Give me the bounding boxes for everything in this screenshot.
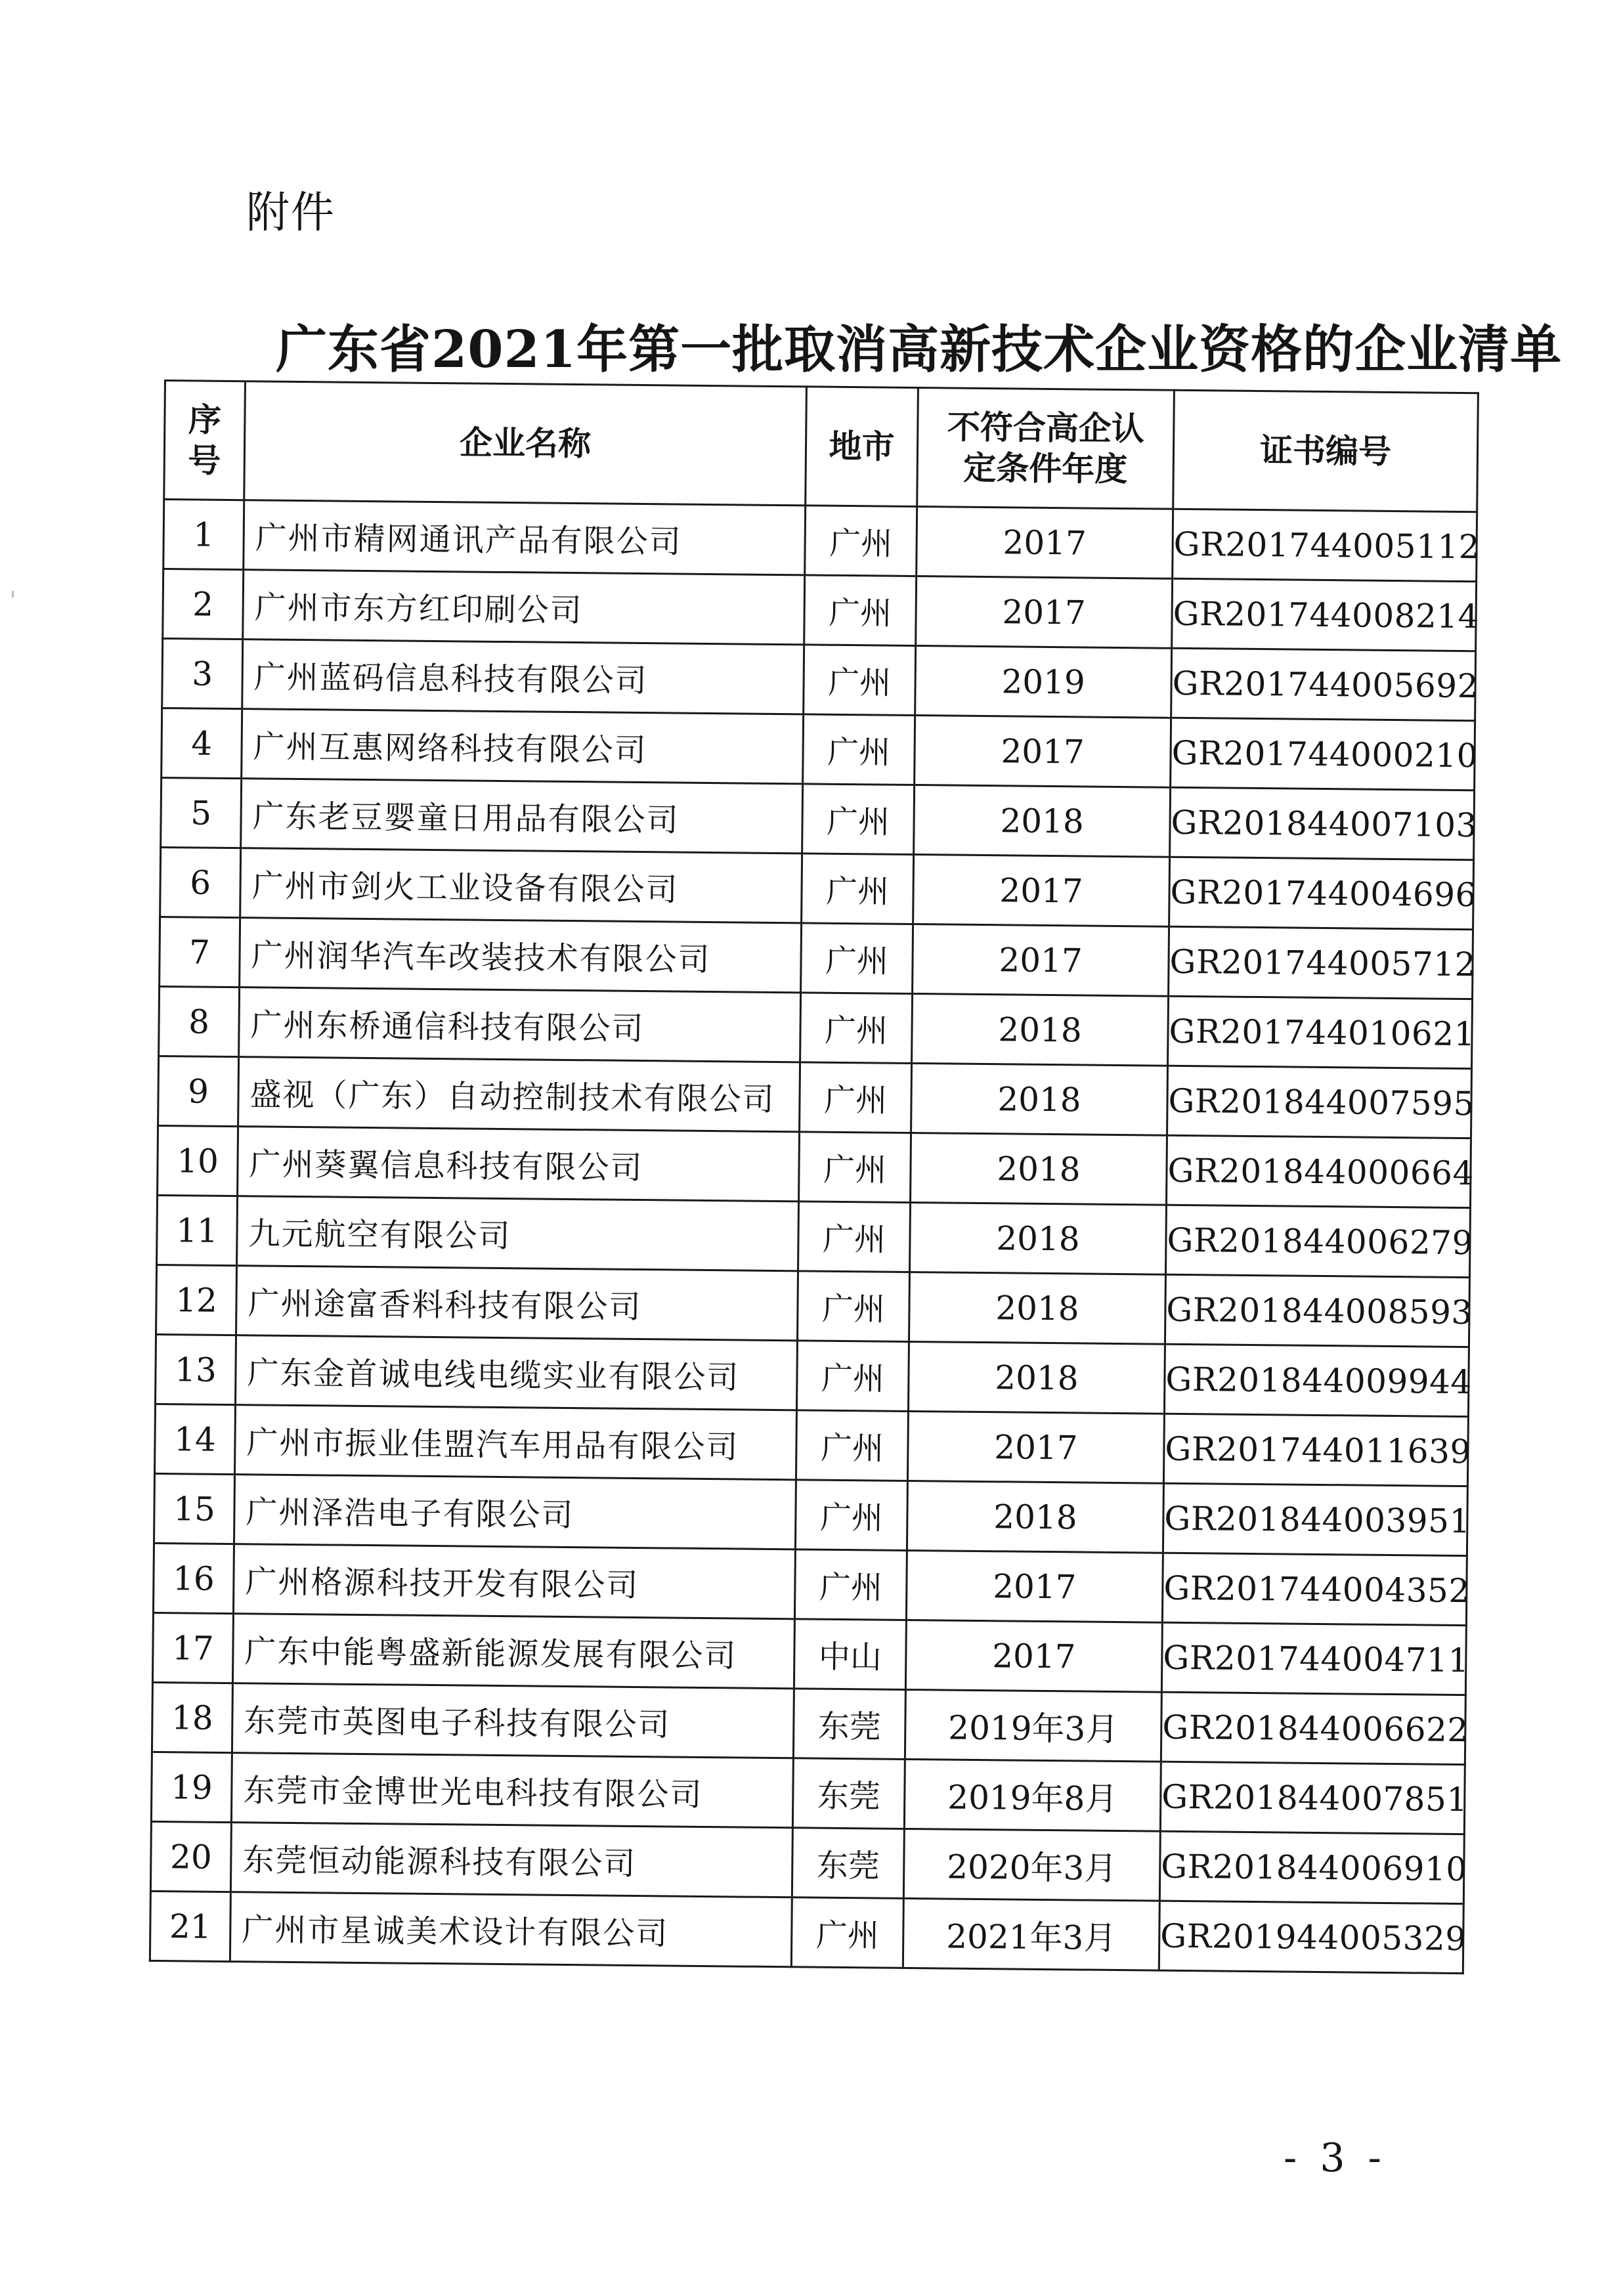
cell-index: 21 — [150, 1891, 230, 1961]
cell-certificate-number: GR201844009944 — [1164, 1344, 1469, 1416]
scan-artifact — [12, 591, 14, 597]
cell-year: 2019年8月 — [904, 1759, 1161, 1831]
table-row — [162, 638, 1476, 720]
table-row — [163, 569, 1477, 651]
cell-company-name: 东莞市金博世光电科技有限公司 — [231, 1753, 793, 1828]
cell-year: 2018 — [907, 1481, 1163, 1553]
cell-certificate-number: GR201844006910 — [1159, 1831, 1464, 1903]
table-row — [151, 1752, 1465, 1834]
cell-city: 广州 — [800, 1062, 912, 1133]
cell-company-name: 东莞市英图电子科技有限公司 — [232, 1683, 794, 1758]
cell-index: 10 — [158, 1125, 238, 1196]
cell-certificate-number: GR201744005712 — [1169, 926, 1473, 999]
table-row — [160, 917, 1473, 999]
cell-company-name: 广州泽浩电子有限公司 — [234, 1475, 796, 1549]
cell-city: 广州 — [805, 506, 917, 576]
cell-year: 2017 — [913, 854, 1170, 926]
cell-company-name: 广东中能粤盛新能源发展有限公司 — [232, 1614, 794, 1689]
cell-index: 15 — [154, 1473, 234, 1544]
cell-year: 2017 — [915, 716, 1171, 788]
cell-index: 4 — [162, 708, 242, 778]
cell-year: 2019 — [915, 646, 1172, 718]
cell-company-name: 广州途富香料科技有限公司 — [236, 1266, 798, 1341]
cell-city: 广州 — [797, 1271, 909, 1342]
cell-year: 2018 — [910, 1202, 1167, 1274]
cell-index: 17 — [152, 1613, 233, 1683]
table-row — [154, 1473, 1467, 1555]
cell-company-name: 广东金首诚电线电缆实业有限公司 — [236, 1335, 798, 1410]
cell-city: 广州 — [795, 1480, 907, 1551]
cell-index: 7 — [160, 917, 240, 987]
cell-city: 东莞 — [792, 1828, 904, 1899]
cell-year: 2018 — [912, 993, 1169, 1066]
cell-index: 1 — [163, 500, 244, 570]
cell-year: 2018 — [911, 1133, 1167, 1205]
cell-year: 2020年3月 — [903, 1829, 1160, 1901]
cell-certificate-number: GR201844007103 — [1170, 787, 1475, 859]
table-row — [158, 1125, 1471, 1207]
cell-company-name: 广州润华汽车改装技术有限公司 — [240, 918, 802, 993]
cell-company-name: 广州葵翼信息科技有限公司 — [238, 1127, 800, 1202]
table-body — [150, 500, 1481, 1974]
table-row — [162, 708, 1475, 790]
cell-certificate-number: GR201844007851 — [1160, 1762, 1465, 1834]
table-row — [150, 1891, 1463, 1973]
cell-company-name: 广东老豆婴童日用品有限公司 — [241, 779, 803, 854]
cell-city: 广州 — [798, 1202, 911, 1272]
document-title: 广东省2021年第一批取消高新技术企业资格的企业清单 — [276, 320, 1563, 379]
table-row — [152, 1613, 1466, 1695]
cell-certificate-number: GR201744005692 — [1171, 648, 1476, 720]
cell-city: 广州 — [804, 575, 917, 646]
cell-city: 广州 — [794, 1549, 907, 1620]
cell-year: 2017 — [916, 576, 1173, 649]
cell-certificate-number: GR201844008593 — [1165, 1274, 1469, 1347]
cell-certificate-number: GR201744004352 — [1162, 1553, 1467, 1625]
cell-city: 广州 — [796, 1341, 909, 1412]
cell-certificate-number: GR201744004711 — [1161, 1622, 1466, 1695]
cell-index: 6 — [160, 847, 241, 917]
table-row — [156, 1265, 1470, 1347]
cell-index: 14 — [155, 1404, 236, 1474]
header-year: 不符合高企认 定条件年度 — [917, 388, 1175, 509]
table-row — [150, 1821, 1464, 1903]
cell-company-name: 九元航空有限公司 — [237, 1196, 799, 1271]
cell-certificate-number: GR201744011639 — [1163, 1414, 1468, 1486]
cell-year: 2018 — [911, 1063, 1168, 1135]
cell-index: 20 — [150, 1821, 231, 1892]
cell-company-name: 广州市振业佳盟汽车用品有限公司 — [234, 1405, 796, 1480]
cell-year: 2017 — [906, 1550, 1163, 1622]
cell-index: 5 — [161, 777, 242, 848]
cell-year: 2018 — [909, 1272, 1165, 1344]
cell-year: 2021年3月 — [903, 1898, 1159, 1970]
cell-city: 东莞 — [793, 1689, 905, 1760]
cell-city: 中山 — [794, 1619, 906, 1690]
header-city: 地市 — [806, 387, 919, 507]
table-row — [156, 1334, 1469, 1416]
cell-year: 2018 — [914, 785, 1171, 857]
cell-certificate-number: GR201844000664 — [1167, 1135, 1471, 1207]
company-list-table — [149, 379, 1479, 1974]
table-row — [158, 1056, 1472, 1138]
cell-year: 2017 — [907, 1411, 1164, 1483]
cell-company-name: 东莞恒动能源科技有限公司 — [230, 1823, 792, 1897]
table-row — [153, 1543, 1467, 1625]
table-header-row — [164, 381, 1479, 512]
table-row — [163, 500, 1477, 582]
cell-year: 2019年3月 — [905, 1689, 1161, 1762]
table-row — [160, 847, 1474, 929]
cell-year: 2017 — [913, 924, 1169, 996]
cell-index: 13 — [156, 1334, 236, 1404]
cell-company-name: 广州市星诚美术设计有限公司 — [230, 1892, 792, 1967]
cell-city: 东莞 — [792, 1758, 905, 1829]
cell-certificate-number: GR201944005329 — [1159, 1901, 1463, 1973]
cell-company-name: 广州市东方红印刷公司 — [243, 570, 805, 645]
cell-index: 19 — [151, 1752, 232, 1822]
cell-company-name: 广州蓝码信息科技有限公司 — [242, 639, 804, 714]
cell-index: 2 — [163, 569, 244, 639]
table-row — [155, 1404, 1469, 1486]
cell-company-name: 广州格源科技开发有限公司 — [233, 1544, 795, 1619]
cell-city: 广州 — [802, 784, 915, 855]
cell-index: 12 — [156, 1265, 237, 1335]
cell-company-name: 广州东桥通信科技有限公司 — [239, 987, 801, 1062]
cell-certificate-number: GR201744000210 — [1171, 718, 1475, 790]
cell-certificate-number: GR201744005112 — [1173, 509, 1477, 581]
cell-company-name: 广州市剑火工业设备有限公司 — [240, 848, 802, 923]
header-index: 序 号 — [164, 381, 246, 500]
cell-city: 广州 — [791, 1897, 903, 1968]
cell-city: 广州 — [801, 923, 913, 994]
cell-company-name: 广州互惠网络科技有限公司 — [242, 709, 804, 784]
cell-certificate-number: GR201844006279 — [1165, 1205, 1470, 1277]
cell-city: 广州 — [802, 854, 914, 924]
cell-certificate-number: GR201744004696 — [1169, 857, 1474, 929]
table-row — [152, 1682, 1465, 1764]
cell-city: 广州 — [796, 1410, 908, 1481]
attachment-label: 附件 — [246, 187, 335, 238]
page-number: - 3 - — [1284, 2135, 1387, 2181]
table-row — [157, 1195, 1471, 1277]
table-row — [159, 986, 1473, 1068]
cell-year: 2017 — [917, 507, 1173, 579]
cell-certificate-number: GR201844006622 — [1161, 1692, 1465, 1764]
cell-company-name: 盛视（广东）自动控制技术有限公司 — [238, 1057, 800, 1132]
header-certificate: 证书编号 — [1173, 390, 1479, 511]
cell-index: 16 — [153, 1543, 234, 1613]
cell-index: 3 — [162, 638, 243, 708]
cell-city: 广州 — [804, 645, 916, 716]
cell-certificate-number: GR201844007595 — [1167, 1066, 1472, 1138]
cell-city: 广州 — [799, 1132, 911, 1203]
cell-certificate-number: GR201744008214 — [1172, 578, 1477, 651]
cell-index: 18 — [152, 1682, 232, 1752]
cell-company-name: 广州市精网通讯产品有限公司 — [244, 500, 806, 575]
header-company: 企业名称 — [244, 381, 807, 506]
cell-index: 8 — [159, 986, 240, 1056]
cell-year: 2017 — [905, 1620, 1162, 1692]
cell-index: 11 — [157, 1195, 238, 1265]
cell-certificate-number: GR201744010621 — [1168, 996, 1473, 1068]
cell-index: 9 — [158, 1056, 239, 1126]
cell-city: 广州 — [803, 714, 915, 785]
table-row — [161, 777, 1475, 859]
cell-city: 广州 — [800, 993, 913, 1064]
cell-certificate-number: GR201844003951 — [1163, 1483, 1467, 1555]
cell-year: 2018 — [908, 1341, 1165, 1414]
